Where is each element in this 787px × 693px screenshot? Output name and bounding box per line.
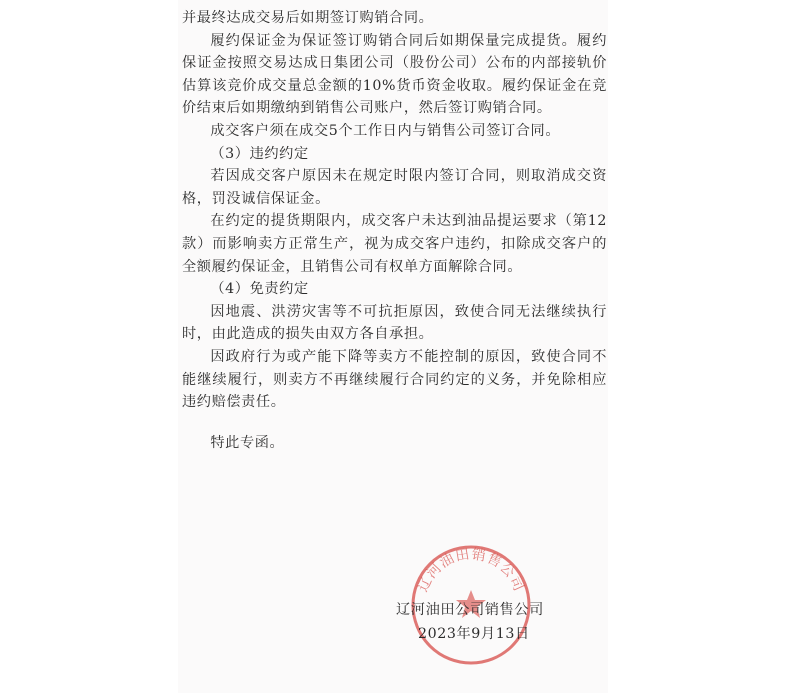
document-body	[182, 7, 607, 454]
section-heading: （3）违约约定	[210, 145, 309, 162]
body-paragraph: 成交客户须在成交5个工作日内与销售公司签订合同。	[210, 122, 561, 139]
body-paragraph: 并最终达成交易后如期签订购销合同。	[182, 10, 434, 26]
signature-block	[394, 598, 574, 646]
section-heading: （4）免责约定	[210, 281, 309, 298]
closing-line: 特此专函。	[210, 434, 285, 451]
body-paragraph: 履约保证金为保证签订购销合同后如期保量完成提货。履约保证金按照交易达成日集团公司（股份公司）公布的内部接轨价估算该竞价成交量总金额的10%货币资金收取。履约保证金在竞价结束后如期缴纳到销售公司账户，然后签订购销合同。	[182, 32, 607, 117]
signature-company: 辽河油田公司销售公司	[396, 602, 544, 618]
body-paragraph: 在约定的提货期限内，成交客户未达到油品提运要求（第12款）而影响卖方正常生产，视为成交客户违约，扣除成交客户的全额履约保证金，且销售公司有权单方面解除合同。	[182, 213, 607, 275]
body-paragraph: 因政府行为或产能下降等卖方不能控制的原因，致使合同不能继续履行，则卖方不再继续履行合同约定的义务，并免除相应违约赔偿责任。	[182, 348, 607, 411]
svg-text:辽河油田销售公司: 辽河油田销售公司	[415, 546, 527, 595]
body-paragraph: 因地震、洪涝灾害等不可抗拒原因，致使合同无法继续执行时，由此造成的损失由双方各自承担。	[182, 303, 607, 343]
signature-date: 2023年9月13日	[418, 626, 530, 642]
body-paragraph: 若因成交客户原因未在规定时限内签订合同，则取消成交资格，罚没诚信保证金。	[182, 168, 607, 207]
